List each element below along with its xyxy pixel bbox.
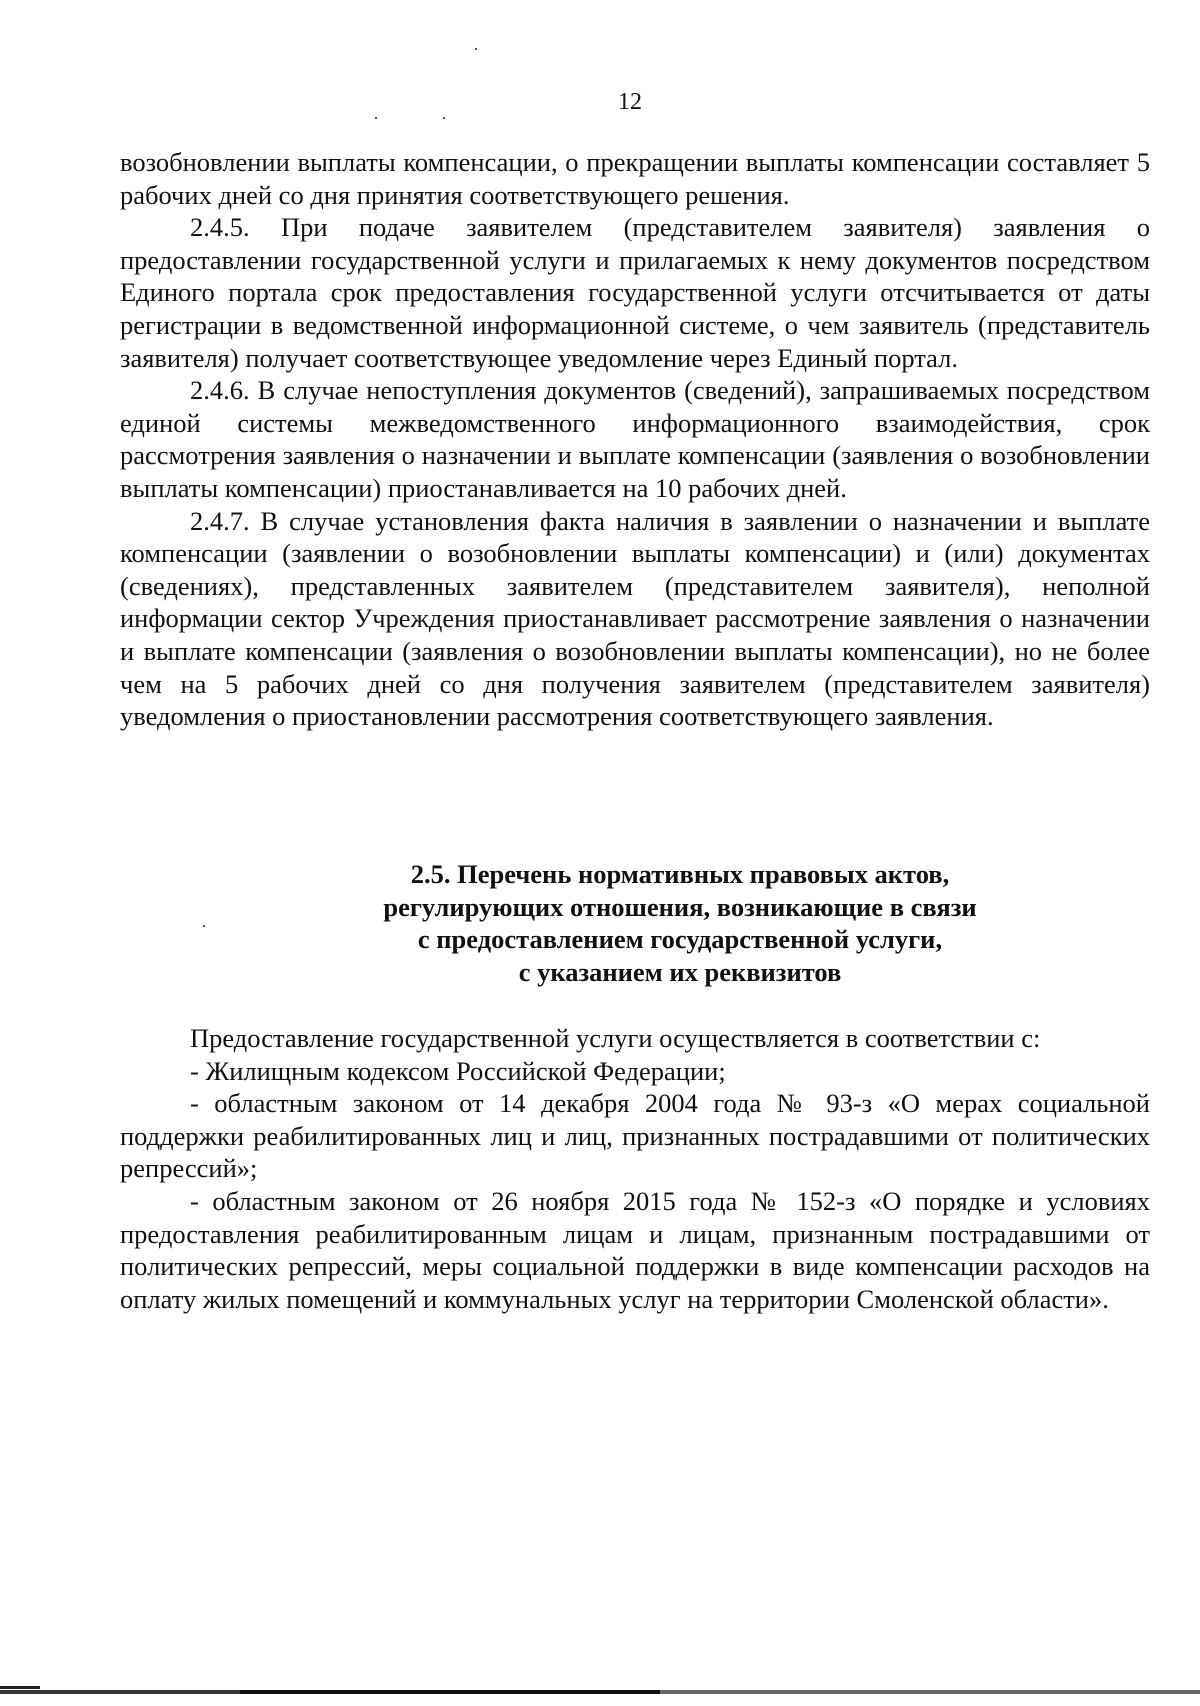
list-item: - областным законом от 26 ноября 2015 года № 152-з «О порядке и условиях предоставления реабилитированным лицам и лицам, признанным пострадавшими от политических репрессий, меры социальной поддержки в виде компенсации расходов на оплату жилых помещений и коммунальных услуг на территории Смоленской области». — [120, 1185, 1150, 1314]
paragraph: Предоставление государственной услуги осуществляется в соответствии с: — [190, 1023, 1041, 1053]
paragraph: 2.4.7. В случае установления факта наличия в заявлении о назначении и выплате компенсации (заявлении о возобновлении выплаты компенсации) и (или) документах (сведениях), представленных заявителем (представителем заявителя), неполной информации сектор Учреждения приостанавливает рассмотрение заявления о назначении и выплате компенсации (заявления о возобновлении выплаты компенсации), но не более чем на 5 рабочих дней со дня получения заявителем (представителем заявителя) уведомления о приостановлении рассмотрения соответствующего заявления. — [120, 505, 1150, 732]
body-text-section-2-5 — [120, 1022, 1150, 1315]
heading-line: 2.5. Перечень нормативных правовых актов, — [410, 859, 950, 889]
body-text-section-2-4 — [120, 146, 1150, 733]
list-item: - областным законом от 14 декабря 2004 года № 93-з «О мерах социальной поддержки реабилитированных лиц и лиц, признанных пострадавшими от политических репрессий»; — [120, 1088, 1150, 1184]
heading-line: с предоставлением государственной услуги, — [417, 924, 943, 955]
scan-edge-line — [0, 1690, 1200, 1694]
list-item: - Жилищным кодексом Российской Федерации; — [190, 1055, 726, 1086]
section-heading — [120, 858, 1200, 988]
scan-speck — [475, 48, 477, 50]
paragraph: 2.4.5. При подаче заявителем (представителем заявителя) заявления о предоставлении государственной услуги и прилагаемых к нему документов посредством Единого портала срок предоставления государственной услуги отсчитывается от даты регистрации в ведомственной информационной системе, о чем заявитель (представитель заявителя) получает соответствующее уведомление через Единый портал. — [120, 212, 1150, 373]
paragraph: возобновлении выплаты компенсации, о прекращении выплаты компенсации составляет 5 рабочих дней со дня принятия соответствующего решения. — [120, 147, 1150, 210]
paragraph: 2.4.6. В случае непоступления документов (сведений), запрашиваемых посредством единой системы межведомственного информационного взаимодействия, срок рассмотрения заявления о назначении и выплате компенсации (заявления о возобновлении выплаты компенсации) приостанавливается на 10 рабочих дней. — [120, 375, 1150, 503]
page-number: 12 — [618, 89, 642, 115]
scan-edge-mark — [0, 1686, 40, 1706]
heading-line: регулирующих отношения, возникающие в связи — [383, 891, 977, 922]
heading-line: с указанием их реквизитов — [518, 956, 842, 987]
